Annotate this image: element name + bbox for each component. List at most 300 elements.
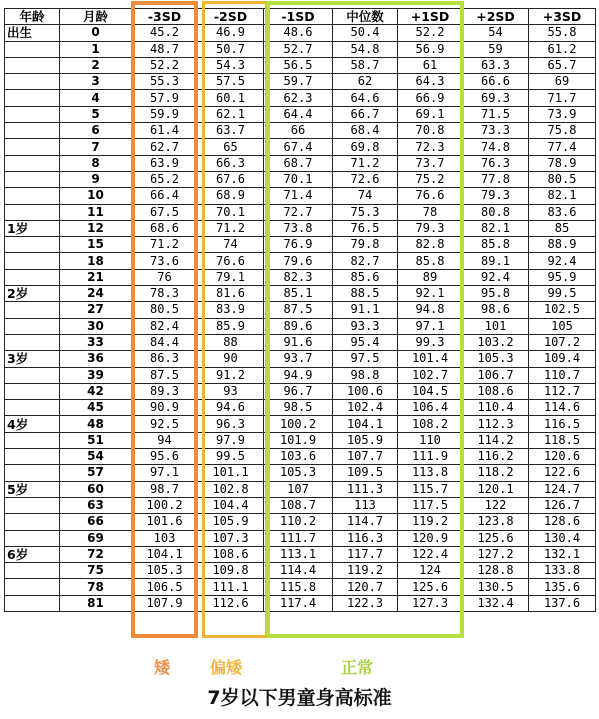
- table-row: [5, 367, 596, 383]
- age-cell: [5, 90, 60, 106]
- height-value-cell: 55.8: [529, 25, 596, 41]
- height-value-cell: 82.1: [529, 188, 596, 204]
- height-value-cell: 76.5: [333, 220, 398, 236]
- height-value-cell: 76.6: [198, 253, 264, 269]
- month-cell: 42: [60, 383, 132, 399]
- header-minus2sd: -2SD: [198, 9, 264, 25]
- height-value-cell: 112.6: [198, 595, 264, 611]
- height-value-cell: 102.7: [398, 367, 463, 383]
- month-cell: 75: [60, 563, 132, 579]
- table-row: [5, 383, 596, 399]
- height-value-cell: 90.9: [132, 400, 198, 416]
- month-cell: 60: [60, 481, 132, 497]
- table-row: [5, 334, 596, 350]
- height-value-cell: 107.2: [529, 334, 596, 350]
- height-value-cell: 75.3: [333, 204, 398, 220]
- height-value-cell: 94.9: [264, 367, 333, 383]
- age-cell: [5, 563, 60, 579]
- height-value-cell: 104.4: [198, 497, 264, 513]
- month-cell: 1: [60, 41, 132, 57]
- height-value-cell: 102.5: [529, 302, 596, 318]
- height-value-cell: 52.2: [398, 25, 463, 41]
- height-value-cell: 119.2: [333, 563, 398, 579]
- height-value-cell: 93: [198, 383, 264, 399]
- height-value-cell: 74.8: [463, 139, 529, 155]
- height-value-cell: 111.9: [398, 449, 463, 465]
- age-cell: [5, 106, 60, 122]
- header-plus1sd: +1SD: [398, 9, 463, 25]
- height-value-cell: 76.3: [463, 155, 529, 171]
- month-cell: 45: [60, 400, 132, 416]
- height-value-cell: 104.1: [333, 416, 398, 432]
- height-value-cell: 110: [398, 432, 463, 448]
- height-value-cell: 92.4: [529, 253, 596, 269]
- height-value-cell: 68.9: [198, 188, 264, 204]
- height-value-cell: 61: [398, 57, 463, 73]
- table-row: [5, 41, 596, 57]
- height-value-cell: 73.6: [132, 253, 198, 269]
- age-cell: [5, 139, 60, 155]
- height-value-cell: 83.6: [529, 204, 596, 220]
- height-value-cell: 101.9: [264, 432, 333, 448]
- height-value-cell: 76.6: [398, 188, 463, 204]
- height-value-cell: 115.7: [398, 481, 463, 497]
- height-value-cell: 105.9: [333, 432, 398, 448]
- month-cell: 15: [60, 237, 132, 253]
- height-value-cell: 80.5: [132, 302, 198, 318]
- height-value-cell: 87.5: [132, 367, 198, 383]
- height-value-cell: 65.2: [132, 171, 198, 187]
- height-value-cell: 104.1: [132, 546, 198, 562]
- height-value-cell: 108.7: [264, 497, 333, 513]
- height-value-cell: 110.4: [463, 400, 529, 416]
- height-value-cell: 90: [198, 351, 264, 367]
- height-value-cell: 107: [264, 481, 333, 497]
- height-value-cell: 82.8: [398, 237, 463, 253]
- table-row: [5, 351, 596, 367]
- height-value-cell: 110.2: [264, 514, 333, 530]
- height-value-cell: 56.9: [398, 41, 463, 57]
- height-value-cell: 113: [333, 497, 398, 513]
- table-row: [5, 514, 596, 530]
- height-value-cell: 68.6: [132, 220, 198, 236]
- height-value-cell: 101.4: [398, 351, 463, 367]
- table-row: [5, 57, 596, 73]
- height-value-cell: 127.2: [463, 546, 529, 562]
- table-row: [5, 318, 596, 334]
- height-value-cell: 87.5: [264, 302, 333, 318]
- height-value-cell: 79.6: [264, 253, 333, 269]
- height-value-cell: 71.2: [132, 237, 198, 253]
- age-cell: [5, 367, 60, 383]
- height-value-cell: 62.1: [198, 106, 264, 122]
- height-value-cell: 117.4: [264, 595, 333, 611]
- height-value-cell: 114.7: [333, 514, 398, 530]
- age-cell: [5, 432, 60, 448]
- height-value-cell: 70.8: [398, 123, 463, 139]
- height-value-cell: 85.6: [333, 269, 398, 285]
- height-value-cell: 77.4: [529, 139, 596, 155]
- height-standard-table: [4, 8, 596, 612]
- age-cell: [5, 41, 60, 57]
- height-value-cell: 98.7: [132, 481, 198, 497]
- table-row: [5, 253, 596, 269]
- table-row: [5, 74, 596, 90]
- table-row: [5, 188, 596, 204]
- height-value-cell: 88.5: [333, 286, 398, 302]
- height-value-cell: 122: [463, 497, 529, 513]
- age-cell: [5, 302, 60, 318]
- height-value-cell: 74: [198, 237, 264, 253]
- height-value-cell: 132.4: [463, 595, 529, 611]
- height-value-cell: 103: [132, 530, 198, 546]
- height-value-cell: 70.1: [198, 204, 264, 220]
- month-cell: 57: [60, 465, 132, 481]
- height-value-cell: 91.2: [198, 367, 264, 383]
- height-value-cell: 71.2: [333, 155, 398, 171]
- height-value-cell: 72.7: [264, 204, 333, 220]
- height-value-cell: 106.7: [463, 367, 529, 383]
- height-value-cell: 82.4: [132, 318, 198, 334]
- height-value-cell: 112.3: [463, 416, 529, 432]
- height-value-cell: 95.6: [132, 449, 198, 465]
- height-value-cell: 66.6: [463, 74, 529, 90]
- table-body: [5, 25, 596, 612]
- height-value-cell: 77.8: [463, 171, 529, 187]
- age-cell: [5, 465, 60, 481]
- height-value-cell: 101: [463, 318, 529, 334]
- height-value-cell: 66.9: [398, 90, 463, 106]
- height-value-cell: 113.1: [264, 546, 333, 562]
- height-value-cell: 128.8: [463, 563, 529, 579]
- table-caption: 7岁以下男童身高标准: [207, 687, 392, 709]
- height-value-cell: 60.1: [198, 90, 264, 106]
- month-cell: 21: [60, 269, 132, 285]
- height-value-cell: 113.8: [398, 465, 463, 481]
- height-value-cell: 105: [529, 318, 596, 334]
- month-cell: 11: [60, 204, 132, 220]
- height-value-cell: 85: [529, 220, 596, 236]
- height-value-cell: 89.6: [264, 318, 333, 334]
- height-value-cell: 83.9: [198, 302, 264, 318]
- height-value-cell: 94.6: [198, 400, 264, 416]
- height-value-cell: 125.6: [463, 530, 529, 546]
- height-value-cell: 96.7: [264, 383, 333, 399]
- height-value-cell: 96.3: [198, 416, 264, 432]
- height-value-cell: 52.7: [264, 41, 333, 57]
- height-value-cell: 67.6: [198, 171, 264, 187]
- header-plus2sd: +2SD: [463, 9, 529, 25]
- height-value-cell: 71.2: [198, 220, 264, 236]
- height-value-cell: 120.6: [529, 449, 596, 465]
- table-row: [5, 530, 596, 546]
- age-cell: [5, 269, 60, 285]
- legend-normal: 正常: [341, 658, 374, 677]
- height-value-cell: 114.6: [529, 400, 596, 416]
- height-value-cell: 67.5: [132, 204, 198, 220]
- height-value-cell: 62: [333, 74, 398, 90]
- height-value-cell: 57.5: [198, 74, 264, 90]
- height-value-cell: 66: [264, 123, 333, 139]
- month-cell: 33: [60, 334, 132, 350]
- height-value-cell: 110.7: [529, 367, 596, 383]
- height-value-cell: 71.4: [264, 188, 333, 204]
- month-cell: 10: [60, 188, 132, 204]
- height-value-cell: 100.2: [264, 416, 333, 432]
- height-value-cell: 100.6: [333, 383, 398, 399]
- height-value-cell: 100.2: [132, 497, 198, 513]
- header-minus1sd: -1SD: [264, 9, 333, 25]
- height-value-cell: 122.6: [529, 465, 596, 481]
- height-value-cell: 62.3: [264, 90, 333, 106]
- height-value-cell: 85.8: [463, 237, 529, 253]
- height-value-cell: 107.3: [198, 530, 264, 546]
- height-value-cell: 64.4: [264, 106, 333, 122]
- month-cell: 78: [60, 579, 132, 595]
- table-row: [5, 579, 596, 595]
- height-value-cell: 98.5: [264, 400, 333, 416]
- height-value-cell: 55.3: [132, 74, 198, 90]
- height-value-cell: 79.8: [333, 237, 398, 253]
- height-value-cell: 99.5: [198, 449, 264, 465]
- month-cell: 48: [60, 416, 132, 432]
- height-value-cell: 94: [132, 432, 198, 448]
- height-value-cell: 124.7: [529, 481, 596, 497]
- height-value-cell: 99.3: [398, 334, 463, 350]
- height-value-cell: 135.6: [529, 579, 596, 595]
- month-cell: 51: [60, 432, 132, 448]
- height-value-cell: 82.3: [264, 269, 333, 285]
- height-value-cell: 65.7: [529, 57, 596, 73]
- age-cell: [5, 155, 60, 171]
- height-value-cell: 98.6: [463, 302, 529, 318]
- height-value-cell: 109.8: [198, 563, 264, 579]
- month-cell: 12: [60, 220, 132, 236]
- height-value-cell: 74: [333, 188, 398, 204]
- height-value-cell: 70.1: [264, 171, 333, 187]
- height-value-cell: 91.1: [333, 302, 398, 318]
- height-value-cell: 81.6: [198, 286, 264, 302]
- height-value-cell: 86.3: [132, 351, 198, 367]
- height-value-cell: 66.7: [333, 106, 398, 122]
- height-value-cell: 122.3: [333, 595, 398, 611]
- header-row: [5, 9, 596, 25]
- month-cell: 54: [60, 449, 132, 465]
- age-cell: [5, 530, 60, 546]
- month-cell: 5: [60, 106, 132, 122]
- table-row: [5, 171, 596, 187]
- height-value-cell: 105.3: [264, 465, 333, 481]
- height-value-cell: 80.5: [529, 171, 596, 187]
- age-cell: 6岁: [5, 546, 60, 562]
- height-value-cell: 116.5: [529, 416, 596, 432]
- height-value-cell: 102.4: [333, 400, 398, 416]
- height-value-cell: 78.9: [529, 155, 596, 171]
- age-cell: [5, 204, 60, 220]
- height-value-cell: 97.1: [398, 318, 463, 334]
- height-value-cell: 127.3: [398, 595, 463, 611]
- height-value-cell: 130.5: [463, 579, 529, 595]
- height-value-cell: 105.3: [463, 351, 529, 367]
- age-cell: [5, 514, 60, 530]
- age-cell: [5, 57, 60, 73]
- height-value-cell: 108.6: [198, 546, 264, 562]
- height-value-cell: 66.4: [132, 188, 198, 204]
- height-value-cell: 62.7: [132, 139, 198, 155]
- height-value-cell: 63.9: [132, 155, 198, 171]
- height-value-cell: 75.2: [398, 171, 463, 187]
- age-cell: [5, 237, 60, 253]
- height-value-cell: 117.7: [333, 546, 398, 562]
- age-cell: [5, 74, 60, 90]
- height-value-cell: 82.1: [463, 220, 529, 236]
- height-value-cell: 109.4: [529, 351, 596, 367]
- height-value-cell: 95.8: [463, 286, 529, 302]
- height-value-cell: 106.4: [398, 400, 463, 416]
- height-value-cell: 64.3: [398, 74, 463, 90]
- table-row: [5, 90, 596, 106]
- height-value-cell: 92.4: [463, 269, 529, 285]
- age-cell: [5, 400, 60, 416]
- height-value-cell: 118.2: [463, 465, 529, 481]
- height-value-cell: 80.8: [463, 204, 529, 220]
- height-value-cell: 69: [529, 74, 596, 90]
- height-value-cell: 95.9: [529, 269, 596, 285]
- height-value-cell: 117.5: [398, 497, 463, 513]
- height-value-cell: 89: [398, 269, 463, 285]
- height-value-cell: 92.1: [398, 286, 463, 302]
- height-value-cell: 73.8: [264, 220, 333, 236]
- height-value-cell: 130.4: [529, 530, 596, 546]
- height-value-cell: 111.1: [198, 579, 264, 595]
- header-plus3sd: +3SD: [529, 9, 596, 25]
- height-value-cell: 85.1: [264, 286, 333, 302]
- height-value-cell: 66.3: [198, 155, 264, 171]
- height-value-cell: 120.9: [398, 530, 463, 546]
- table-row: [5, 481, 596, 497]
- month-cell: 24: [60, 286, 132, 302]
- height-value-cell: 111.3: [333, 481, 398, 497]
- height-value-cell: 98.8: [333, 367, 398, 383]
- age-cell: [5, 188, 60, 204]
- height-value-cell: 108.6: [463, 383, 529, 399]
- age-cell: 5岁: [5, 481, 60, 497]
- height-value-cell: 50.4: [333, 25, 398, 41]
- month-cell: 27: [60, 302, 132, 318]
- height-value-cell: 71.5: [463, 106, 529, 122]
- age-cell: 1岁: [5, 220, 60, 236]
- age-cell: [5, 383, 60, 399]
- age-cell: 2岁: [5, 286, 60, 302]
- height-value-cell: 54.8: [333, 41, 398, 57]
- height-value-cell: 56.5: [264, 57, 333, 73]
- header-minus3sd: -3SD: [132, 9, 198, 25]
- age-cell: [5, 449, 60, 465]
- height-value-cell: 76: [132, 269, 198, 285]
- table-row: [5, 237, 596, 253]
- month-cell: 6: [60, 123, 132, 139]
- height-value-cell: 133.8: [529, 563, 596, 579]
- height-value-cell: 97.9: [198, 432, 264, 448]
- table-row: [5, 106, 596, 122]
- height-value-cell: 107.9: [132, 595, 198, 611]
- height-value-cell: 89.3: [132, 383, 198, 399]
- height-value-cell: 76.9: [264, 237, 333, 253]
- table-row: [5, 25, 596, 41]
- height-value-cell: 72.6: [333, 171, 398, 187]
- age-cell: 出生: [5, 25, 60, 41]
- month-cell: 63: [60, 497, 132, 513]
- table-row: [5, 465, 596, 481]
- height-value-cell: 125.6: [398, 579, 463, 595]
- height-value-cell: 97.1: [132, 465, 198, 481]
- height-value-cell: 50.7: [198, 41, 264, 57]
- height-value-cell: 108.2: [398, 416, 463, 432]
- height-value-cell: 69.3: [463, 90, 529, 106]
- age-cell: [5, 579, 60, 595]
- height-value-cell: 59: [463, 41, 529, 57]
- height-value-cell: 72.3: [398, 139, 463, 155]
- month-cell: 9: [60, 171, 132, 187]
- table-row: [5, 123, 596, 139]
- age-cell: [5, 318, 60, 334]
- table-row: [5, 497, 596, 513]
- height-value-cell: 132.1: [529, 546, 596, 562]
- height-value-cell: 92.5: [132, 416, 198, 432]
- table-row: [5, 400, 596, 416]
- height-value-cell: 122.4: [398, 546, 463, 562]
- height-value-cell: 52.2: [132, 57, 198, 73]
- height-value-cell: 73.3: [463, 123, 529, 139]
- height-value-cell: 63.3: [463, 57, 529, 73]
- month-cell: 8: [60, 155, 132, 171]
- height-value-cell: 105.9: [198, 514, 264, 530]
- height-value-cell: 103.6: [264, 449, 333, 465]
- table-row: [5, 286, 596, 302]
- height-value-cell: 116.2: [463, 449, 529, 465]
- height-value-cell: 78: [398, 204, 463, 220]
- height-value-cell: 88: [198, 334, 264, 350]
- legend-short: 矮: [154, 658, 171, 677]
- height-value-cell: 59.7: [264, 74, 333, 90]
- age-cell: [5, 497, 60, 513]
- height-value-cell: 68.4: [333, 123, 398, 139]
- height-value-cell: 103.2: [463, 334, 529, 350]
- age-cell: [5, 595, 60, 611]
- table-row: [5, 220, 596, 236]
- header-month: 月龄: [60, 9, 132, 25]
- table-row: [5, 204, 596, 220]
- height-value-cell: 107.7: [333, 449, 398, 465]
- header-age: 年龄: [5, 9, 60, 25]
- height-value-cell: 104.5: [398, 383, 463, 399]
- age-cell: [5, 253, 60, 269]
- table-row: [5, 269, 596, 285]
- height-value-cell: 115.8: [264, 579, 333, 595]
- height-value-cell: 61.2: [529, 41, 596, 57]
- height-value-cell: 79.3: [398, 220, 463, 236]
- height-value-cell: 64.6: [333, 90, 398, 106]
- height-value-cell: 65: [198, 139, 264, 155]
- month-cell: 69: [60, 530, 132, 546]
- header-median: 中位数: [333, 9, 398, 25]
- month-cell: 18: [60, 253, 132, 269]
- height-value-cell: 89.1: [463, 253, 529, 269]
- height-value-cell: 57.9: [132, 90, 198, 106]
- height-value-cell: 126.7: [529, 497, 596, 513]
- height-value-cell: 116.3: [333, 530, 398, 546]
- height-value-cell: 120.7: [333, 579, 398, 595]
